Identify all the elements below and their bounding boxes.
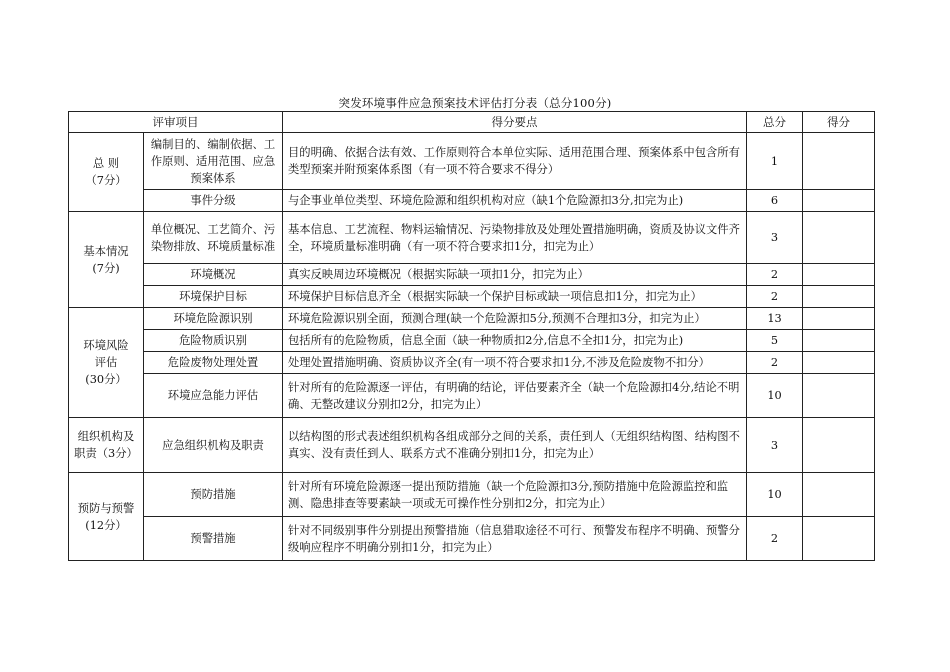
total-cell: 3 — [747, 212, 803, 264]
requirement-cell: 环境危险源识别全面，预测合理(缺一个危险源扣5分,预测不合理扣3分，扣完为止） — [283, 308, 747, 330]
table-row — [69, 374, 875, 418]
header-item: 评审项目 — [69, 112, 283, 133]
score-cell[interactable] — [803, 517, 875, 561]
requirement-cell: 针对所有环境危险源逐一提出预防措施（缺一个危险源扣3分,预防措施中危险源监控和监测、隐患排查等要素缺一项或无可操作性分别扣2分，扣完为止） — [283, 473, 747, 517]
score-table — [68, 111, 875, 561]
score-cell[interactable] — [803, 374, 875, 418]
table-row — [69, 133, 875, 190]
table-row — [69, 308, 875, 330]
requirement-cell: 针对所有的危险源逐一评估，有明确的结论，评估要素齐全（缺一个危险源扣4分,结论不明确、无整改建议分别扣2分，扣完为止） — [283, 374, 747, 418]
total-cell: 13 — [747, 308, 803, 330]
total-cell: 2 — [747, 352, 803, 374]
item-cell: 危险物质识别 — [144, 330, 283, 352]
category-cell: 环境风险 评估 (30分） — [69, 308, 144, 418]
score-cell[interactable] — [803, 212, 875, 264]
item-cell: 危险废物处理处置 — [144, 352, 283, 374]
requirement-cell: 针对不同级别事件分别提出预警措施（信息猎取途径不可行、预警发布程序不明确、预警分级响应程序不明确分别扣1分，扣完为止） — [283, 517, 747, 561]
requirement-cell: 处理处置措施明确、资质协议齐全(有一项不符合要求扣1分,不涉及危险废物不扣分） — [283, 352, 747, 374]
score-cell[interactable] — [803, 190, 875, 212]
item-cell: 环境保护目标 — [144, 286, 283, 308]
item-cell: 环境危险源识别 — [144, 308, 283, 330]
total-cell: 10 — [747, 473, 803, 517]
total-cell: 3 — [747, 418, 803, 473]
header-row — [69, 112, 875, 133]
total-cell: 2 — [747, 264, 803, 286]
table-row — [69, 190, 875, 212]
category-cell: 总 则 （7分） — [69, 133, 144, 212]
score-cell[interactable] — [803, 264, 875, 286]
table-row — [69, 418, 875, 473]
total-cell: 5 — [747, 330, 803, 352]
score-cell[interactable] — [803, 473, 875, 517]
requirement-cell: 包括所有的危险物质，信息全面（缺一种物质扣2分,信息不全扣1分，扣完为止) — [283, 330, 747, 352]
item-cell: 应急组织机构及职责 — [144, 418, 283, 473]
header-score: 得分 — [803, 112, 875, 133]
category-cell: 组织机构及职责（3分） — [69, 418, 144, 473]
requirement-cell: 环境保护目标信息齐全（根据实际缺一个保护目标或缺一项信息扣1分，扣完为止） — [283, 286, 747, 308]
table-row — [69, 264, 875, 286]
header-total: 总分 — [747, 112, 803, 133]
category-cell: 基本情况 (7分) — [69, 212, 144, 308]
item-cell: 环境概况 — [144, 264, 283, 286]
requirement-cell: 以结构图的形式表述组织机构各组成部分之间的关系，责任到人（无组织结构图、结构图不真实、没有责任到人、联系方式不准确分别扣1分，扣完为止） — [283, 418, 747, 473]
item-cell: 编制目的、编制依据、工作原则、适用范围、应急预案体系 — [144, 133, 283, 190]
table-row — [69, 352, 875, 374]
score-cell[interactable] — [803, 330, 875, 352]
table-row — [69, 286, 875, 308]
header-requirement: 得分要点 — [283, 112, 747, 133]
total-cell: 6 — [747, 190, 803, 212]
score-cell[interactable] — [803, 418, 875, 473]
table-row — [69, 517, 875, 561]
item-cell: 事件分级 — [144, 190, 283, 212]
requirement-cell: 真实反映周边环境概况（根据实际缺一项扣1分，扣完为止） — [283, 264, 747, 286]
score-cell[interactable] — [803, 286, 875, 308]
table-title: 突发环境事件应急预案技术评估打分表（总分100分) — [338, 96, 612, 110]
table-row — [69, 473, 875, 517]
table-row — [69, 212, 875, 264]
requirement-cell: 与企事业单位类型、环境危险源和组织机构对应（缺1个危险源扣3分,扣完为止) — [283, 190, 747, 212]
total-cell: 2 — [747, 517, 803, 561]
requirement-cell: 目的明确、依据合法有效、工作原则符合本单位实际、适用范围合理、预案体系中包含所有类型预案并附预案体系图（有一项不符合要求不得分） — [283, 133, 747, 190]
item-cell: 单位概况、工艺简介、污染物排放、环境质量标准 — [144, 212, 283, 264]
table-row — [69, 330, 875, 352]
total-cell: 2 — [747, 286, 803, 308]
total-cell: 1 — [747, 133, 803, 190]
total-cell: 10 — [747, 374, 803, 418]
score-cell[interactable] — [803, 352, 875, 374]
item-cell: 预防措施 — [144, 473, 283, 517]
item-cell: 环境应急能力评估 — [144, 374, 283, 418]
category-cell: 预防与预警 (12分） — [69, 473, 144, 561]
score-cell[interactable] — [803, 133, 875, 190]
score-cell[interactable] — [803, 308, 875, 330]
item-cell: 预警措施 — [144, 517, 283, 561]
requirement-cell: 基本信息、工艺流程、物料运输情况、污染物排放及处理处置措施明确，资质及协议文件齐全，环境质量标准明确（有一项不符合要求扣1分，扣完为止） — [283, 212, 747, 264]
